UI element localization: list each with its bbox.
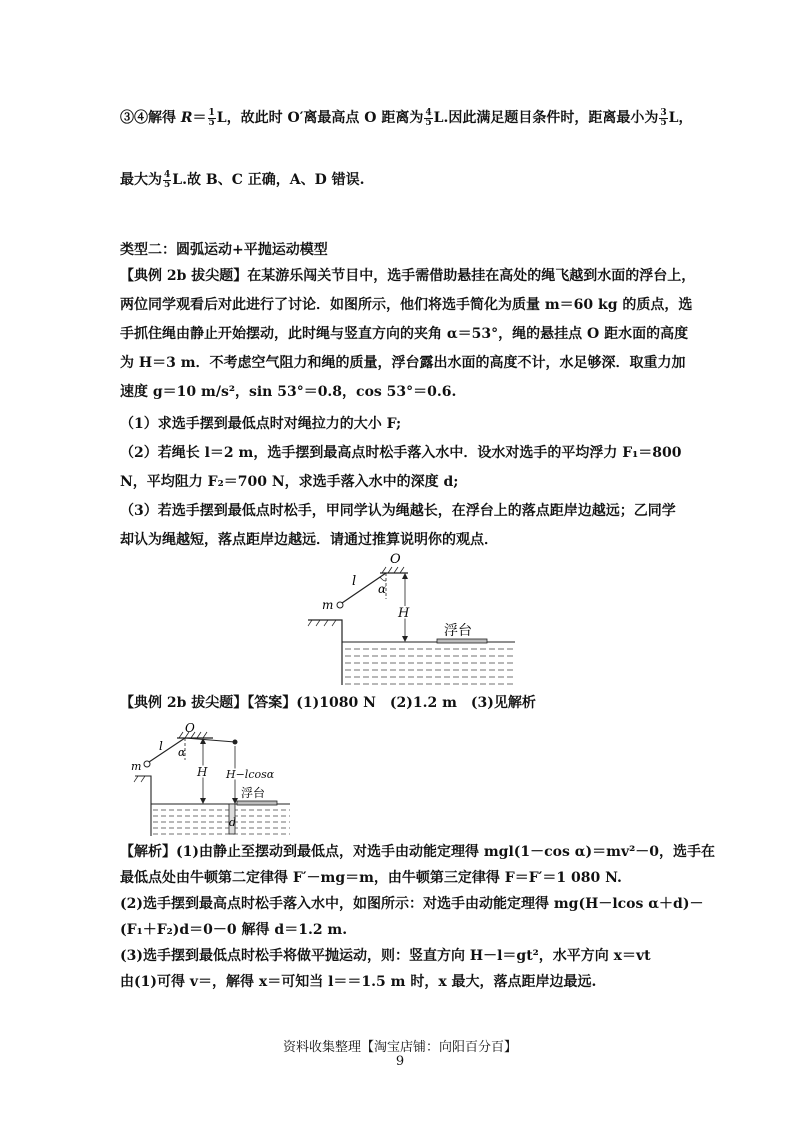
question-1: （1）求选手摆到最低点时对绳拉力的大小 F;	[120, 416, 402, 432]
section-title: 类型二：圆弧运动+平抛运动模型	[120, 242, 328, 258]
angle-label: α	[378, 582, 387, 596]
answer-line: 【典例 2b 拔尖题】【答案】(1)1080 N (2)1.2 m (3)见解析	[120, 695, 536, 711]
solution-line-2: 最低点处由牛顿第二定律得 F′－mg＝m，由牛顿第三定律得 F＝F′＝1 080 N.	[120, 870, 622, 886]
solution-line-5: (3)选手摆到最低点时松手将做平抛运动，则：竖直方向 H－l＝gt²，水平方向 x＝vt	[120, 948, 651, 964]
problem-line-3: 手抓住绳由静止开始摆动，此时绳与竖直方向的夹角 α＝53°，绳的悬挂点 O 距水面的高度	[120, 326, 689, 342]
solution-continuation-line-2: 最大为 $\frac{4}{5}$ L.故 B、C 正确，A、D 错误.	[120, 169, 365, 190]
mass-label-2: m	[131, 760, 142, 773]
solution-line-4: (F₁＋F₂)d＝0－0 解得 d＝1.2 m.	[120, 922, 348, 938]
pendulum-figure-2	[125, 720, 295, 838]
height-label-2: H	[197, 765, 208, 779]
height-difference-label: H−lcosα	[226, 768, 275, 781]
question-2-line-1: （2）若绳长 l＝2 m，选手摆到最高点时松手落入水中．设水对选手的平均浮力 F₁＝800	[120, 445, 682, 461]
fraction-4-5: $\frac{4}{5}$	[425, 107, 432, 128]
angle-label-2: α	[178, 746, 186, 759]
problem-line-1: 【典例 2b 拔尖题】在某游乐闯关节目中，选手需借助悬挂在高处的绳飞越到水面的浮台上，	[120, 268, 696, 284]
solution-line-1: 【解析】(1)由静止至摆动到最低点，对选手由动能定理得 mgl(1－cos α)＝mv²－0，选手在	[120, 844, 715, 860]
question-3-line-1: （3）若选手摆到最低点时松手，甲同学认为绳越长，在浮台上的落点距岸边越远；乙同学	[120, 503, 676, 519]
solution-line-3: (2)选手摆到最高点时松手落入水中，如图所示：对选手由动能定理得 mg(H－lcos α＋d)－	[120, 896, 704, 912]
pivot-label: O	[390, 552, 401, 567]
height-label: H	[398, 606, 410, 621]
solution-continuation-line-1: ③④解得 R＝ $\frac{1}{5}$ L，故此时 O′离最高点 O 距离为 $\frac{4}{5}$ L.因此满足题目条件时，距离最小为 $\frac{3}{5}$ L，	[120, 107, 693, 128]
problem-line-2: 两位同学观看后对此进行了讨论．如图所示，他们将选手简化为质量 m＝60 kg 的质点，选	[120, 297, 693, 313]
fraction-4-5-b: $\frac{4}{5}$	[164, 169, 171, 190]
fraction-1-5: $\frac{1}{5}$	[208, 107, 215, 128]
problem-line-4: 为 H＝3 m．不考虑空气阻力和绳的质量，浮台露出水面的高度不计，水足够深．取重力加	[120, 355, 686, 371]
rope-label: l	[352, 574, 357, 589]
depth-label: d	[229, 816, 237, 829]
mass-label: m	[322, 598, 334, 612]
rope-label-2: l	[159, 739, 163, 753]
solution-line-6: 由(1)可得 v＝，解得 x＝可知当 l＝＝1.5 m 时，x 最大，落点距岸边最远.	[120, 974, 597, 990]
pivot-label-2: O	[185, 721, 195, 735]
pendulum-figure-1	[300, 545, 520, 690]
platform-label-2: 浮台	[241, 786, 266, 800]
problem-line-5: 速度 g＝10 m/s²，sin 53°＝0.8，cos 53°＝0.6.	[120, 384, 457, 400]
footer-source: 资料收集整理【淘宝店铺：向阳百分百】	[282, 1040, 517, 1055]
fraction-3-5: $\frac{3}{5}$	[660, 107, 667, 128]
question-2-line-2: N，平均阻力 F₂＝700 N，求选手落入水中的深度 d;	[120, 474, 459, 490]
question-3-line-2: 却认为绳越短，落点距岸边越远．请通过推算说明你的观点．	[120, 532, 498, 548]
page-number: 9	[395, 1054, 405, 1069]
platform-label: 浮台	[444, 623, 472, 639]
